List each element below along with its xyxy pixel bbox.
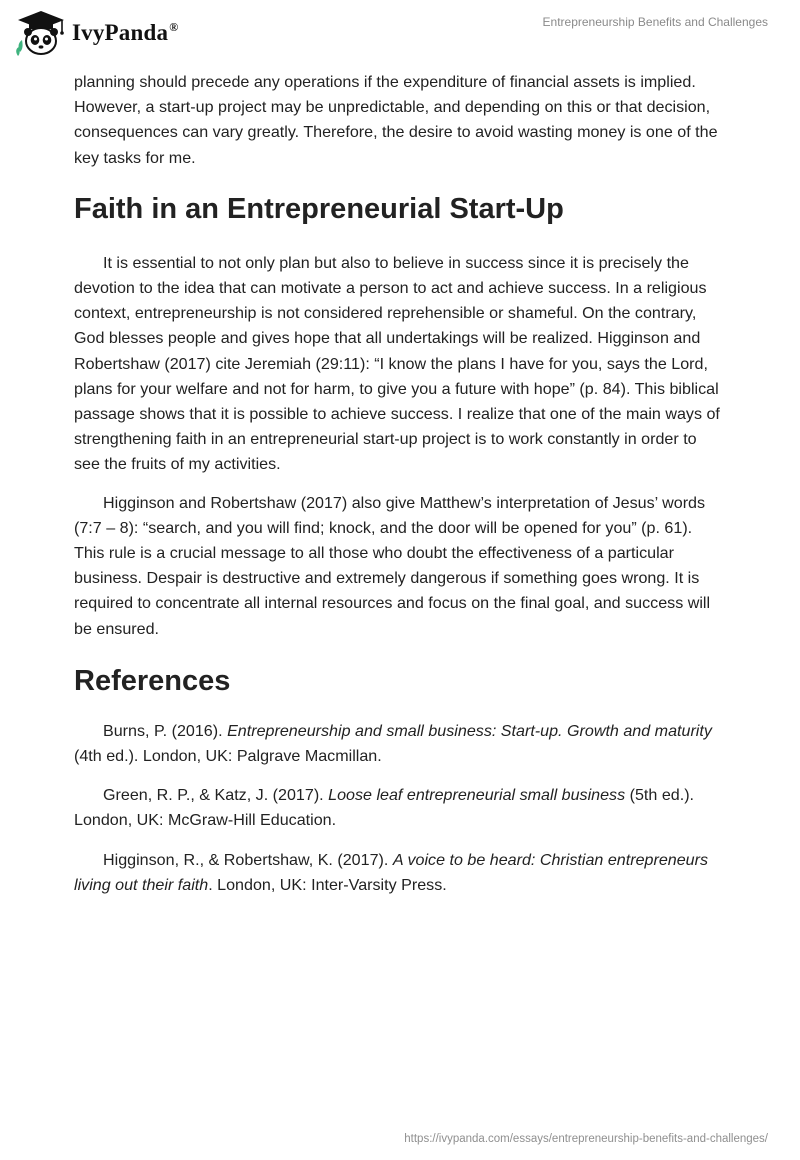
intro-paragraph: planning should precede any operations if the expenditure of financial assets is implied. However, a start-up project may be unpredictable, and depending on this or that decision, consequences can vary greatly. Therefore, the desire to avoid wasting money is one of the key tasks for me. [74,73,718,167]
reference-item-burns: Burns, P. (2016). Entrepreneurship and small business: Start-up. Growth and maturity (4th ed.). London, UK: Palgrave Macmillan. [74,721,712,766]
source-url-link[interactable]: https://ivypanda.com/essays/entrepreneurship-benefits-and-challenges/ [404,1133,768,1145]
faith-paragraph-2: Higginson and Robertshaw (2017) also give Matthew’s interpretation of Jesus’ words (7:7 – 8): “search, and you will find; knock, and the door will be opened for you” (p. 61). This rule is a crucial message to all those who doubt the effectiveness of a particular business. Despair is destructive and extremely dangerous if something goes wrong. It is required to concentrate all internal resources and focus on the final goal, and success will be ensured. [74,493,711,638]
panda-logo-icon [14,8,68,58]
reference-item-green: Green, R. P., & Katz, J. (2017). Loose leaf entrepreneurial small business (5th ed.). London, UK: McGraw-Hill Education. [74,786,695,830]
faith-section-heading: Faith in an Entrepreneurial Start-Up [74,192,564,225]
essay-content [74,70,726,912]
faith-paragraph-1: It is essential to not only plan but also to believe in success since it is precisely the devotion to the idea that can motivate a person to act and achieve success. In a religious context, entrepreneurship is not considered reprehensible or shameful. On the contrary, God blesses people and gives hope that all undertakings will be realized. Higginson and Robertshaw (2017) cite Jeremiah (29:11): “I know the plans I have for you, says the Lord, plans for your welfare and not for harm, to give you a future with hope” (p. 84). This biblical passage shows that it is possible to achieve success. I realize that one of the main ways of strengthening faith in an entrepreneurial start-up project is to work constantly in order to see the fruits of my activities. [74,253,720,474]
reference-item-higginson: Higginson, R., & Robertshaw, K. (2017). A voice to be heard: Christian entrepreneurs living out their faith. London, UK: Inter-Varsity Press. [74,850,709,894]
document-header-title: Entrepreneurship Benefits and Challenges [542,15,768,29]
references-heading: References [74,664,231,697]
site-logo[interactable] [14,8,178,58]
brand-name: IvyPanda® [72,20,179,45]
